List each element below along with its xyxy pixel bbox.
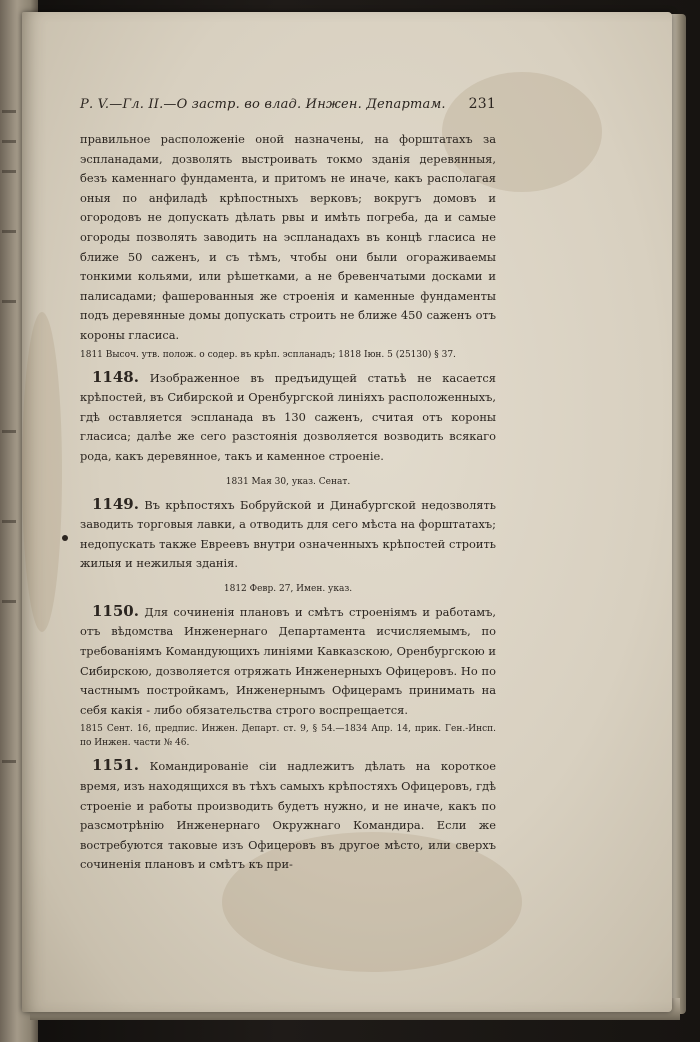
citation: 1815 Сент. 16, предпис. Инжен. Департ. ст. 9, § 54.—1834 Апр. 14, прик. Ген.-Инсп. по Инжен. части № 46. — [80, 724, 496, 749]
article-1148 — [80, 368, 496, 467]
article-text: Изображенное въ предъидущей статьѣ не касается крѣпостей, въ Сибирской и Оренбургской линіяхъ расположенныхъ, гдѣ оставляется эспланада въ 130 саженъ, считая отъ короны гласиса; далѣе же сего разстоянія дозволяется возводить всякаго рода, какъ деревянное, такъ и каменное строеніе. — [80, 370, 496, 463]
paragraph-continuation: правильное расположеніе оной назначены, на форштатахъ за эспланадами, дозволять выстроивать токмо зданія деревянныя, безъ каменнаго фундамента, и притомъ не иначе, какъ располагая оныя по анфиладѣ крѣпостныхъ верковъ; вокругъ домовъ и огородовъ не допускать дѣлать рвы и имѣть погреба, да и самые огороды позволять заводить на эспланадахъ въ концѣ гласиса не ближе 50 саженъ, и съ тѣмъ, чтобы они были огораживаемы тонкими кольями, или рѣшетками, а не бревенчатыми досками и палисадами; фашерованныя же строенія и каменные фундаменты подъ деревянные домы допускать строить не ближе 450 саженъ отъ короны гласиса. — [80, 132, 496, 342]
article-text: Командированіе сіи надлежитъ дѣлать на короткое время, изъ находящихся въ тѣхъ самыхъ крѣпостяхъ Офицеровъ, гдѣ строеніе и работы производить будетъ нужно, и не иначе, какъ по разсмотрѣнію Инженернаго Окружнаго Командира. Если же востребуются таковые изъ Офицеровъ въ другое мѣсто, или сверхъ сочиненія плановъ и смѣтъ къ при- — [80, 759, 496, 872]
page-text — [80, 96, 496, 875]
citation: 1812 Февр. 27, Имен. указ. — [223, 583, 353, 594]
article-text: Для сочиненія плановъ и смѣтъ строеніямъ и работамъ, отъ вѣдомства Инженернаго Департамента исчисляемымъ, по требованіямъ Командующихъ линіями Кавказскою, Оренбургскою и Сибирскою, дозволяется отряжать Инженерныхъ Офицеровъ. Но по частнымъ постройкамъ, Инженернымъ Офицерамъ принимать на себя какія - либо обязательства строго воспрещается. — [80, 604, 496, 717]
article-1149 — [80, 495, 496, 574]
running-title: Р. V.—Гл. II.—О застр. во влад. Инжен. Департам. — [80, 97, 446, 112]
citation: 1831 Мая 30, указ. Сенат. — [225, 476, 351, 487]
citation: 1811 Высоч. утв. полож. о содер. въ крѣп. эспланадъ; 1818 Іюн. 5 (25130) § 37. — [80, 349, 456, 360]
running-header — [80, 96, 496, 112]
article-1151 — [80, 756, 496, 875]
margin-mark — [62, 535, 68, 541]
article-number: 1151. — [92, 756, 139, 775]
article-number: 1149. — [92, 494, 139, 513]
article-number: 1150. — [92, 601, 139, 620]
article-number: 1148. — [92, 367, 139, 386]
article-1150 — [80, 602, 496, 721]
article-text: Въ крѣпостяхъ Бобруйской и Динабургской недозволять заводить торговыя лавки, а отводить для сего мѣста на форштатахъ; недопускать также Евреевъ внутри означенныхъ крѣпостей строить жилыя и нежилыя зданія. — [80, 497, 496, 571]
page-number: 231 — [468, 96, 496, 112]
